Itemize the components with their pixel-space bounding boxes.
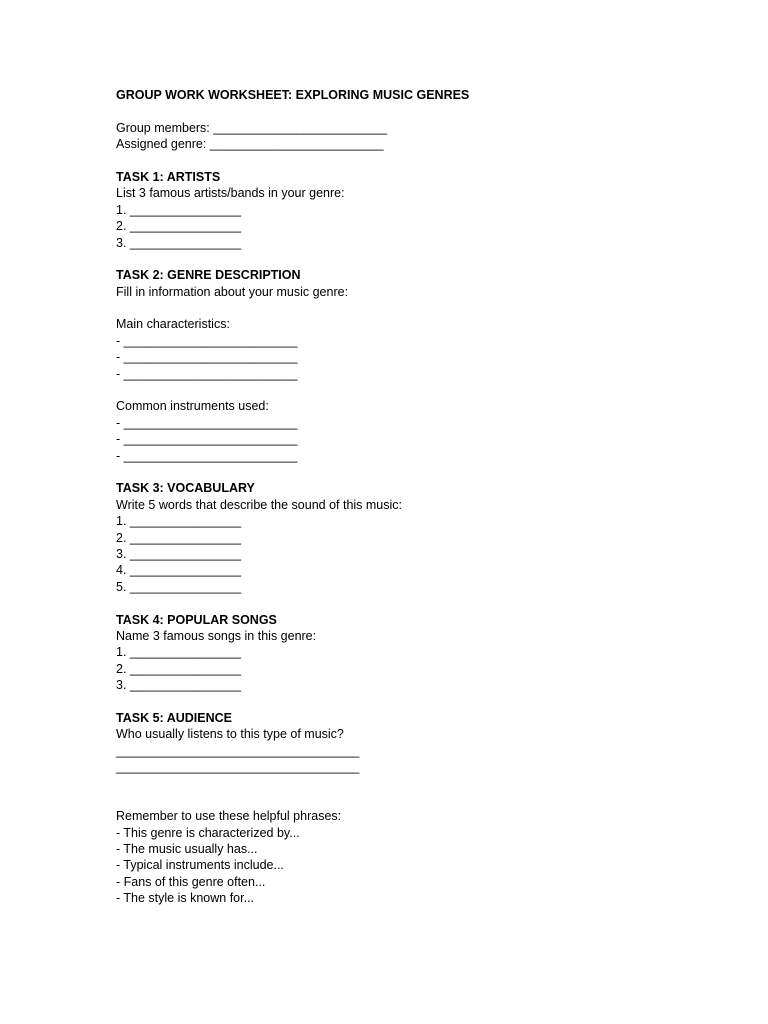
task2-instruction: Fill in information about your music genre: [116,284,349,299]
task3-heading: TASK 3: VOCABULARY [116,481,255,496]
task4-answer-1[interactable]: 1. ________________ [116,645,242,660]
phrase-item: - The music usually has... [116,841,258,856]
task4-instruction: Name 3 famous songs in this genre: [116,628,317,643]
instruments-label: Common instruments used: [116,399,269,414]
task1-instruction: List 3 famous artists/bands in your genre: [116,186,345,201]
characteristics-label: Main characteristics: [116,317,230,332]
task4-heading: TASK 4: POPULAR SONGS [116,612,277,627]
phrase-item: - This genre is characterized by... [116,825,300,840]
spacer [116,251,716,267]
task3-answer-5[interactable]: 5. ________________ [116,579,242,594]
instruments-line-3[interactable]: - _________________________ [116,448,298,463]
task2-heading: TASK 2: GENRE DESCRIPTION [116,268,301,283]
group-members-field[interactable]: Group members: _________________________ [116,120,388,135]
task3-answer-2[interactable]: 2. ________________ [116,530,242,545]
phrase-item: - The style is known for... [116,891,255,906]
phrase-item: - Typical instruments include... [116,858,284,873]
task3-answer-1[interactable]: 1. ________________ [116,514,242,529]
task4-answer-3[interactable]: 3. ________________ [116,678,242,693]
task5-answer-line-2[interactable]: ___________________________________ [116,760,360,775]
worksheet-title: GROUP WORK WORKSHEET: EXPLORING MUSIC GENRES [116,88,470,102]
task5-instruction: Who usually listens to this type of music? [116,727,344,742]
task1-heading: TASK 1: ARTISTS [116,169,221,184]
task1-answer-2[interactable]: 2. ________________ [116,219,242,234]
task4-answer-2[interactable]: 2. ________________ [116,661,242,676]
task1-answer-3[interactable]: 3. ________________ [116,235,242,250]
spacer [116,464,716,480]
spacer [116,595,716,611]
instruments-line-1[interactable]: - _________________________ [116,415,298,430]
characteristics-line-1[interactable]: - _________________________ [116,333,298,348]
instruments-line-2[interactable]: - _________________________ [116,432,298,447]
task5-answer-line-1[interactable]: ___________________________________ [116,743,360,758]
spacer [116,103,716,119]
spacer [116,792,716,808]
phrases-intro: Remember to use these helpful phrases: [116,809,342,824]
task3-answer-3[interactable]: 3. ________________ [116,546,242,561]
phrase-item: - Fans of this genre often... [116,874,266,889]
task3-instruction: Write 5 words that describe the sound of this music: [116,497,403,512]
spacer [116,300,716,316]
spacer [116,775,716,791]
assigned-genre-field[interactable]: Assigned genre: _________________________ [116,137,384,152]
task5-heading: TASK 5: AUDIENCE [116,710,232,725]
characteristics-line-2[interactable]: - _________________________ [116,350,298,365]
worksheet-content [116,87,716,907]
spacer [116,693,716,709]
characteristics-line-3[interactable]: - _________________________ [116,366,298,381]
spacer [116,382,716,398]
task3-answer-4[interactable]: 4. ________________ [116,563,242,578]
task1-answer-1[interactable]: 1. ________________ [116,202,242,217]
spacer [116,153,716,169]
